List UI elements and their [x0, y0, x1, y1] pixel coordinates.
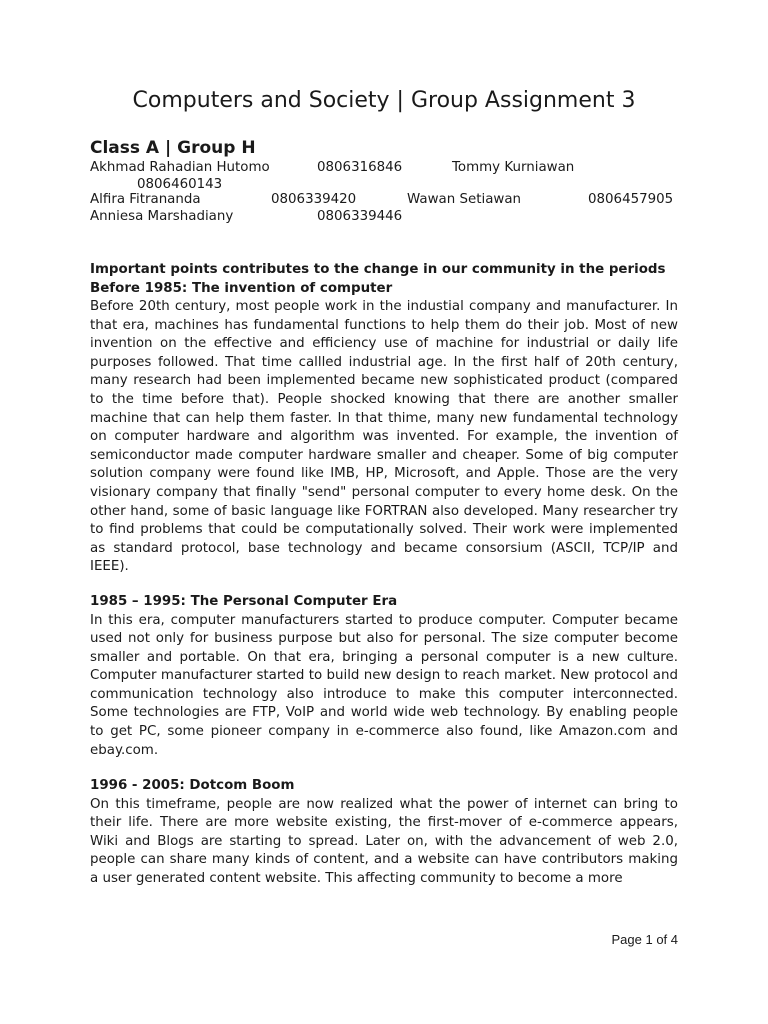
member-id: 0806339420	[271, 192, 357, 207]
class-group-heading: Class A | Group H	[90, 138, 256, 158]
member-name: Wawan Setiawan	[407, 192, 522, 207]
section-before-1985	[90, 261, 678, 577]
member-name: Tommy Kurniawan	[452, 160, 575, 175]
section-heading: 1985 – 1995: The Personal Computer Era	[90, 594, 398, 609]
member-id: 0806460143	[137, 177, 223, 192]
section-heading: 1996 - 2005: Dotcom Boom	[90, 778, 295, 793]
member-id: 0806457905	[588, 192, 674, 207]
page-title: Computers and Society | Group Assignment 3	[132, 88, 636, 113]
member-id: 0806316846	[317, 160, 403, 175]
member-name: Alfira Fitrananda	[90, 192, 201, 207]
member-id: 0806339446	[317, 209, 403, 224]
member-name: Anniesa Marshadiany	[90, 209, 234, 224]
section-body: Before 20th century, most people work in the industial company and manufacturer. In that era, machines has fundamental functions to help them do their job. Most of new invention on the effective and efficiency use of machine for industrial or daily life purposes followed. That time callled industrial age. In the first half of 20th century, many research had been implemented became new sophisticated product (compared to the time before that). People shocked knowing that there are another smaller machine that can help them faster. In that thime, many new fundamental technology on computer hardware and algorithm was invented. For example, the invention of semiconductor made computer hardware smaller and cheaper. Some of big computer solution company were found like IMB, HP, Microsoft, and Apple. Those are the very visionary company that finally "send" personal computer to every home desk. On the other hand, some of basic language like FORTRAN also developed. Many researcher try to find problems that could be computationally solved. Their work were implemented as standard protocol, base technology and became consorsium (ASCII, TCP/IP and IEEE).	[90, 299, 678, 575]
section-body: In this era, computer manufacturers started to produce computer. Computer became used not only for business purpose but also for personal. The size computer become smaller and portable. On that era, bringing a personal computer is a new culture. Computer manufacturer started to build new design to reach market. New protocol and communication technology also introduce to make this computer interconnected. Some technologies are FTP, VoIP and world wide web technology. By enabling people to get PC, some pioneer company in e-commerce also found, like Amazon.com and ebay.com.	[90, 612, 678, 758]
section-heading: Before 1985: The invention of computer	[90, 280, 393, 296]
section-dotcom-boom	[90, 777, 678, 888]
page-number: Page 1 of 4	[611, 932, 678, 947]
member-name: Akhmad Rahadian Hutomo	[90, 160, 270, 175]
section-personal-computer-era	[90, 593, 678, 760]
intro-heading: Important points contributes to the change in our community in the periods	[90, 262, 666, 277]
section-body: On this timeframe, people are now realized what the power of internet can bring to their life. There are more website existing, the first-mover of e-commerce appears, Wiki and Blogs are starting to spread. Later on, with the advancement of web 2.0, people can share many kinds of content, and a website can have contributors making a user generated content website. This affecting community to become a more	[90, 796, 678, 886]
